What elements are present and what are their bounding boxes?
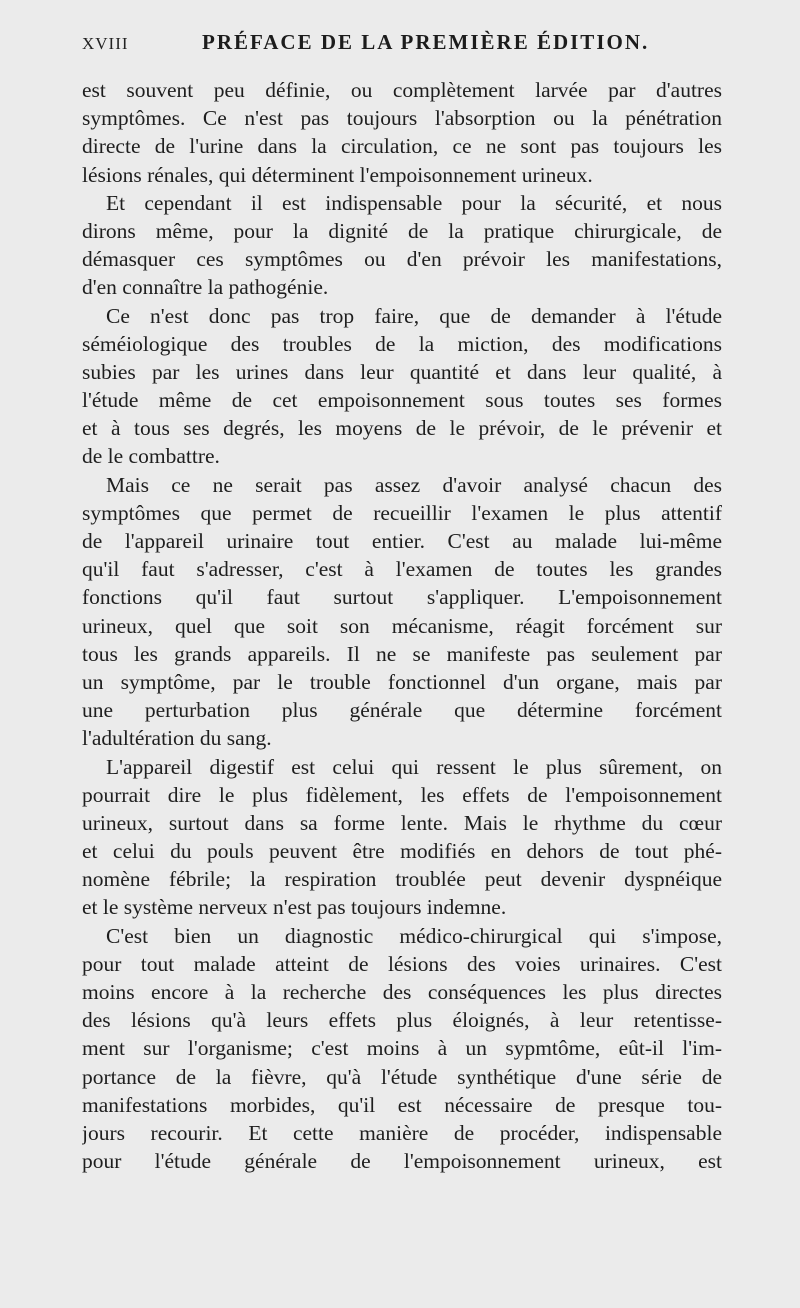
text-line: ment sur l'organisme; c'est moins à un sypmtôme, eût-il l'im- — [82, 1036, 722, 1061]
text-line: subies par les urines dans leur quantité et dans leur qualité, à — [82, 359, 722, 384]
text-line: lésions rénales, qui déterminent l'empoisonnement urineux. — [82, 162, 593, 187]
text-line: une perturbation plus générale que détermine forcément — [82, 698, 722, 723]
text-line: de le combattre. — [82, 444, 220, 469]
text-line: Mais ce ne serait pas assez d'avoir analysé chacun des — [106, 472, 722, 497]
paragraph — [82, 922, 722, 1176]
body-text — [82, 76, 722, 1175]
text-line: et celui du pouls peuvent être modifiés en dehors de tout phé- — [82, 839, 722, 864]
text-line: symptômes que permet de recueillir l'examen le plus attentif — [82, 500, 722, 525]
paragraph — [82, 302, 722, 471]
text-line: de l'appareil urinaire tout entier. C'est au malade lui-même — [82, 529, 722, 553]
text-line: tous les grands appareils. Il ne se manifeste pas seulement par — [82, 641, 722, 666]
text-line: est souvent peu définie, ou complètement larvée par d'autres — [82, 78, 722, 102]
text-line: urineux, quel que soit son mécanisme, réagit forcément sur — [82, 613, 722, 638]
text-line: démasquer ces symptômes ou d'en prévoir les manifestations, — [82, 247, 722, 272]
text-line: urineux, surtout dans sa forme lente. Mais le rhythme du cœur — [82, 810, 722, 835]
text-line: d'en connaître la pathogénie. — [82, 275, 329, 300]
text-line: des lésions qu'à leurs effets plus éloignés, à leur retentisse- — [82, 1008, 722, 1033]
page-number: XVIII — [82, 34, 129, 53]
text-line: Et cependant il est indispensable pour la sécurité, et nous — [106, 190, 722, 215]
text-line: qu'il faut s'adresser, c'est à l'examen de toutes les grandes — [82, 557, 722, 582]
text-line: et à tous ses degrés, les moyens de le prévoir, de le prévenir et — [82, 416, 722, 441]
text-line: dirons même, pour la dignité de la pratique chirurgicale, de — [82, 218, 722, 243]
text-line: et le système nerveux n'est pas toujours indemne. — [82, 895, 507, 920]
running-head — [82, 30, 722, 60]
text-line: pour l'étude générale de l'empoisonnement urineux, est — [82, 1149, 722, 1174]
text-line: pourrait dire le plus fidèlement, les effets de l'empoisonnement — [82, 782, 722, 807]
text-line: fonctions qu'il faut surtout s'appliquer. L'empoisonnement — [82, 585, 722, 610]
text-line: portance de la fièvre, qu'à l'étude synthétique d'une série de — [82, 1064, 722, 1089]
text-line: directe de l'urine dans la circulation, ce ne sont pas toujours les — [82, 134, 722, 159]
text-line: symptômes. Ce n'est pas toujours l'absorption ou la pénétration — [82, 106, 722, 131]
paragraph — [82, 471, 722, 753]
text-line: un symptôme, par le trouble fonctionnel d'un organe, mais par — [82, 669, 722, 694]
text-line: C'est bien un diagnostic médico-chirurgical qui s'impose, — [106, 923, 722, 948]
paragraph — [82, 76, 722, 189]
text-line: L'appareil digestif est celui qui ressent le plus sûrement, on — [106, 754, 722, 779]
paragraph — [82, 753, 722, 922]
text-line: Ce n'est donc pas trop faire, que de demander à l'étude — [106, 303, 722, 328]
text-line: l'étude même de cet empoisonnement sous toutes ses formes — [82, 388, 722, 413]
text-line: l'adultération du sang. — [82, 726, 272, 751]
paragraph — [82, 189, 722, 302]
text-line: nomène fébrile; la respiration troublée peut devenir dyspnéique — [82, 867, 722, 892]
text-line: moins encore à la recherche des conséquences les plus directes — [82, 980, 722, 1004]
running-title: PRÉFACE DE LA PREMIÈRE ÉDITION. — [202, 30, 650, 54]
text-line: séméiologique des troubles de la miction, des modifications — [82, 331, 722, 356]
text-line: jours recourir. Et cette manière de procéder, indispensable — [82, 1120, 722, 1145]
text-line: pour tout malade atteint de lésions des voies urinaires. C'est — [82, 951, 722, 976]
text-line: manifestations morbides, qu'il est nécessaire de presque tou- — [82, 1092, 722, 1117]
